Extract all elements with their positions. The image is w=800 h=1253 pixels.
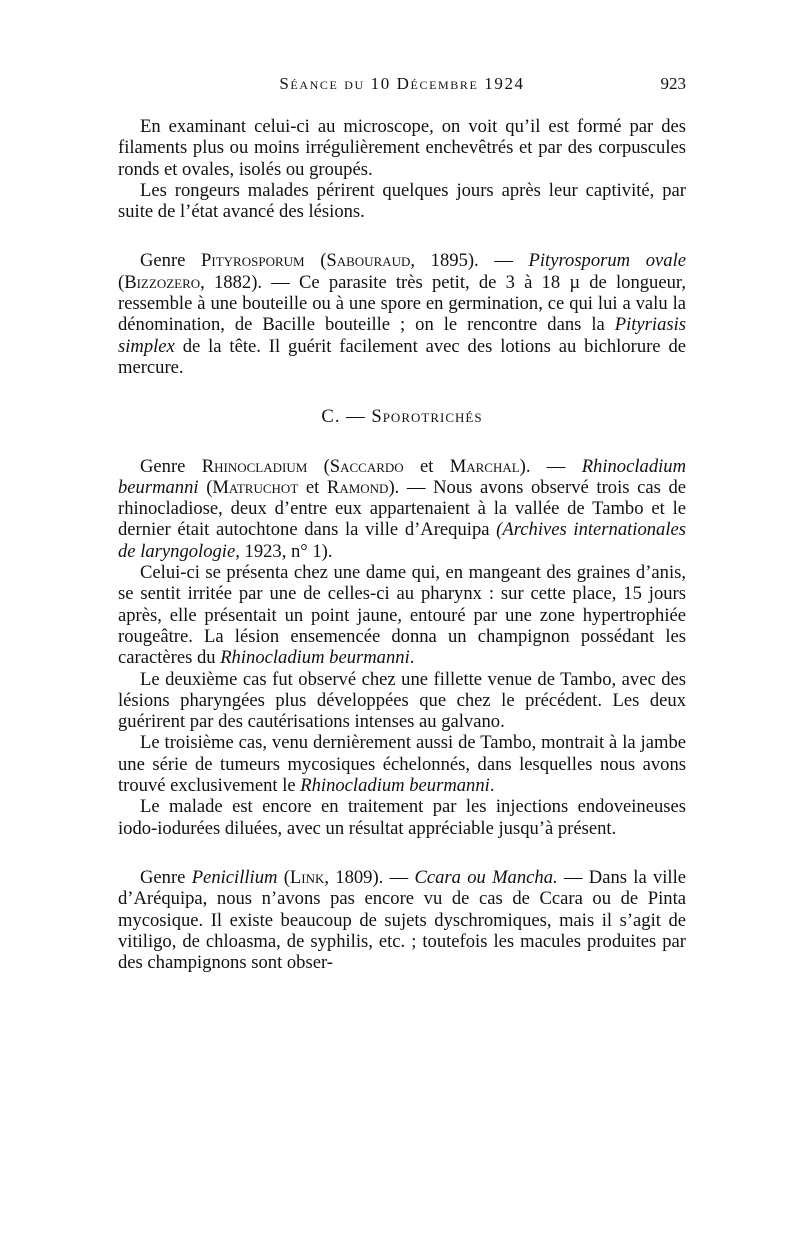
article-body	[118, 116, 686, 973]
paragraph-case-two: Le deuxième cas fut observé chez une fillette venue de Tambo, avec des lésions pharyngées plus développées que chez le précédent. Les deux guérirent par des cautérisations intenses au galvano.	[118, 668, 686, 733]
paragraph-penicillium	[118, 867, 686, 973]
spacer	[118, 428, 686, 456]
journal-reference: (Archives internationales de laryngologie	[118, 519, 686, 562]
author-name: Ramond	[326, 476, 389, 498]
text-run: (	[304, 250, 327, 272]
genus-name: Rhinocladium	[201, 455, 308, 477]
text-run: Genre	[140, 455, 202, 477]
text-run: .	[489, 775, 495, 797]
species-name: Rhinocladium beurmanni	[118, 455, 687, 498]
disease-name: Pityriasis simplex	[118, 314, 686, 357]
text-run: .	[409, 647, 415, 669]
species-name: Rhinocladium beurmanni	[300, 775, 490, 797]
text-run: Le troisième cas, venu dernièrement aussi de Tambo, montrait à la jambe une série de tumeurs mycosiques échelonnés, dans lesquelles nous avons trouvé exclusivement le	[118, 732, 686, 797]
author-name: Link	[289, 866, 325, 888]
author-name: Marchal	[449, 455, 520, 477]
genus-name: Pityrosporum	[201, 250, 305, 272]
text-run: — Dans la ville d’Aréquipa, nous n’avons pas encore vu de cas de Ccara ou de Pinta mycosique. Il existe beaucoup de sujets dyschromiques, mais il s’agit de vitiligo, de chloasma, de syphilis, etc. ; toutefois les macules produites par des champignons sont obser-	[118, 866, 687, 974]
author-name: Saccardo	[329, 455, 404, 477]
genus-name: Penicillium	[191, 866, 278, 888]
author-name: Sabouraud	[326, 250, 411, 272]
paragraph-pityrosporum	[118, 250, 686, 378]
paragraph-case-three	[118, 732, 686, 796]
species-name: Pityrosporum ovale	[528, 250, 686, 272]
author-name: Matruchot	[212, 476, 299, 498]
text-run: ). — Nous avons observé trois cas de rhinocladiose, deux d’entre eux appartenaient à la vallée de Tambo et le dernier était autochtone dans la ville d’Arequipa	[118, 476, 686, 541]
page-header	[118, 74, 686, 100]
text-run: (	[277, 866, 290, 888]
text-run: , 1809). —	[324, 866, 415, 888]
text-run: (	[307, 455, 330, 477]
species-name: Rhinocladium beurmanni	[220, 647, 410, 669]
spacer	[118, 839, 686, 867]
spacer	[118, 378, 686, 406]
text-run: et	[403, 455, 450, 477]
text-run: , 1882). — Ce parasite très petit, de 3 à 18 µ de longueur, ressemble à une bouteille ou à une spore en germination, ce qui lui a valu la dénomination, de Bacille bouteille ; on le rencontre dans la	[118, 271, 686, 336]
text-run: Genre	[140, 866, 192, 888]
paragraph-treatment: Le malade est encore en traitement par les injections endoveineuses iodo-iodurées diluées, avec un résultat appréciable jusqu’à présent.	[118, 796, 686, 839]
section-heading: C. — Sporotrichés	[321, 406, 483, 428]
spacer	[118, 222, 686, 250]
paragraph-examination: En examinant celui-ci au microscope, on voit qu’il est formé par des filaments plus ou moins irrégulièrement enchevêtrés et par des corpuscules ronds et ovales, isolés ou groupés.	[118, 116, 686, 180]
running-head: Séance du 10 Décembre 1924	[279, 74, 525, 93]
text-run: de la tête. Il guérit facilement avec des lotions au bichlorure de mercure.	[118, 335, 686, 378]
page-number: 923	[660, 74, 686, 93]
paragraph-case-one	[118, 562, 686, 668]
text-run: (	[198, 476, 213, 498]
text-run: , 1895). —	[410, 250, 529, 272]
disease-name: Ccara ou Mancha.	[414, 866, 558, 888]
paragraph-rodents: Les rongeurs malades périrent quelques jours après leur captivité, par suite de l’état avancé des lésions.	[118, 179, 686, 223]
author-name: Bizzozero	[124, 271, 201, 293]
text-run: Genre	[140, 250, 202, 272]
text-run: (	[118, 271, 125, 293]
text-run: Celui-ci se présenta chez une dame qui, en mangeant des graines d’anis, se sentit irritée par une de celles-ci au pharynx : sur cette place, 15 jours après, elle présentait un point jaune, entouré par une zone hypertrophiée rougeâtre. La lésion ensemencée donna un champignon possédant les caractères du	[118, 562, 686, 669]
text-run: , 1923, n° 1).	[235, 540, 333, 562]
text-run: et	[298, 476, 327, 498]
paragraph-rhinocladium	[118, 456, 686, 562]
text-run: ). —	[519, 455, 582, 477]
